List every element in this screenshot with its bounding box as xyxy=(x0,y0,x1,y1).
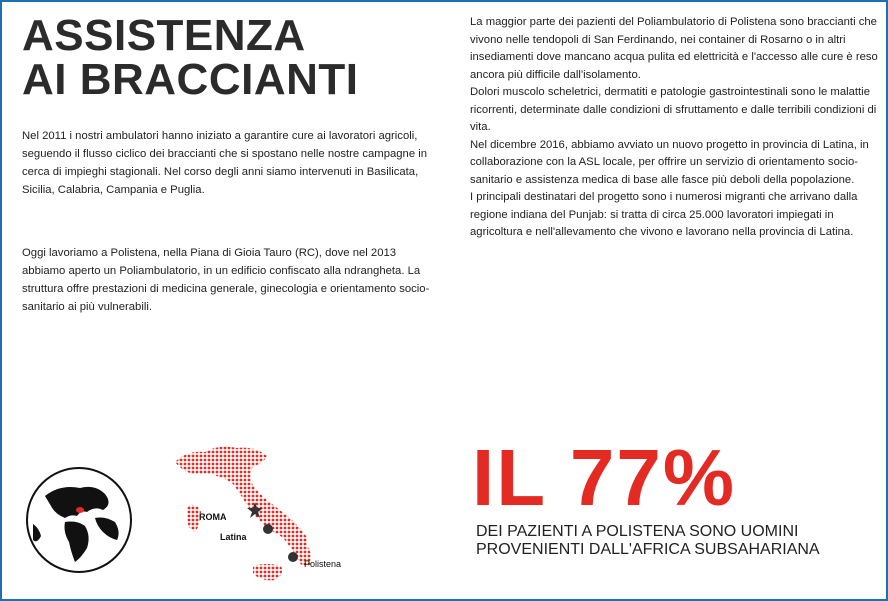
label-polistena: Polistena xyxy=(304,559,342,569)
right-column xyxy=(470,14,880,242)
globe-icon xyxy=(25,466,133,574)
dot-marker xyxy=(288,552,298,562)
left-paragraph-2: Oggi lavoriamo a Polistena, nella Piana di Gioia Tauro (RC), dove nel 2013 abbiamo aperto un Poliambulatorio, in un edificio confiscato alla ndrangheta. La struttura offre prestazioni di medicina generale, ginecologia e orientamento socio-sanitario ai più vulnerabili. xyxy=(22,247,430,313)
label-roma: ROMA xyxy=(199,512,227,522)
stat-caption-line-1: DEI PAZIENTI A POLISTENA SONO UOMINI xyxy=(476,523,799,540)
left-paragraph-1: Nel 2011 i nostri ambulatori hanno iniziato a garantire cure ai lavoratori agricoli, seguendo il flusso ciclico dei braccianti che si spostano nelle nostre campagne in cerca di impieghi stagionali. Nel corso degli anni siamo intervenuti in Basilicata, Sicilia, Calabria, Campania e Puglia. xyxy=(22,130,428,196)
title-line-2: AI BRACCIANTI xyxy=(22,55,359,104)
stat-caption xyxy=(476,523,876,559)
right-paragraph-4: I principali destinatari del progetto sono i numerosi migranti che arrivano dalla regione indiana del Punjab: si tratta di circa 25.000 lavoratori impiegati in agricoltura e nell'allevamento che vivono e lavorano nella provincia di Latina. xyxy=(470,191,858,238)
stat-value: IL 77% xyxy=(472,433,736,522)
title-line-1: ASSISTENZA xyxy=(22,11,306,60)
label-latina: Latina xyxy=(220,532,247,542)
page-title xyxy=(22,11,359,104)
dot-marker xyxy=(263,524,273,534)
stat-caption-line-2: PROVENIENTI DALL'AFRICA SUBSAHARIANA xyxy=(476,541,820,558)
right-paragraph-1: La maggior parte dei pazienti del Poliambulatorio di Polistena sono braccianti che vivono nelle tendopoli di San Ferdinando, nei container di Rosarno o in altri insediamenti dove mancano acqua pulita ed elettricità e l'accesso alle cure è reso ancora più difficile dall'isolamento. xyxy=(470,16,878,81)
right-paragraph-3: Nel dicembre 2016, abbiamo avviato un nuovo progetto in provincia di Latina, in collaborazione con la ASL locale, per offrire un servizio di orientamento socio-sanitario e assistenza medica di base alle fasce più deboli della popolazione. xyxy=(470,138,869,186)
right-paragraph-2: Dolori muscolo scheletrici, dermatiti e patologie gastrointestinali sono le malattie ricorrenti, determinate dalle condizioni di sfruttamento e dalle terribili condizioni di vita. xyxy=(470,86,877,133)
